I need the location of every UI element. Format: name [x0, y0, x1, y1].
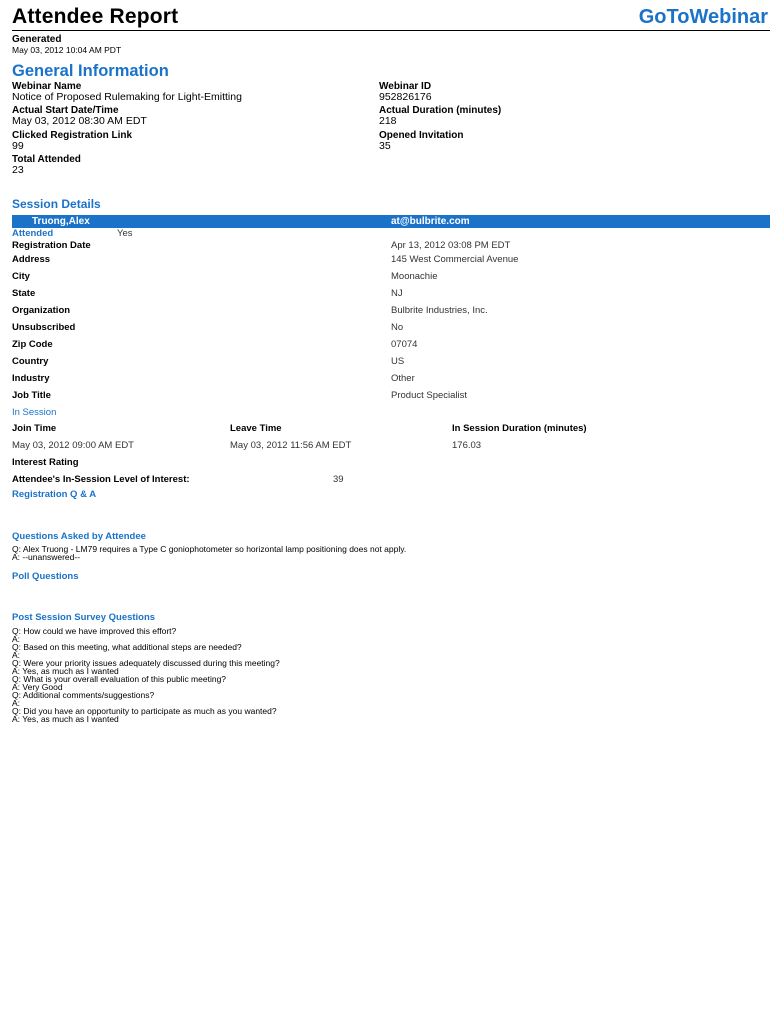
- detail-label: Unsubscribed: [12, 322, 76, 333]
- detail-value: No: [391, 322, 404, 333]
- attended-label: Attended: [12, 228, 54, 239]
- opened-invitation-label: Opened Invitation: [379, 130, 464, 141]
- detail-value: NJ: [391, 288, 403, 299]
- detail-label: Registration Date: [12, 240, 91, 251]
- clicked-registration-value: 99: [12, 140, 24, 152]
- interest-rating-label: Interest Rating: [12, 457, 79, 468]
- questions-list: [12, 545, 406, 561]
- header-divider: [12, 30, 770, 31]
- detail-value: 145 West Commercial Avenue: [391, 254, 519, 265]
- survey-line: A:: [12, 634, 21, 644]
- in-session-duration-value: 176.03: [452, 440, 482, 451]
- generated-label: Generated: [12, 34, 62, 45]
- detail-label: Zip Code: [12, 339, 53, 350]
- survey-line: Q: Did you have an opportunity to participate as much as you wanted?: [12, 706, 277, 716]
- start-label: Actual Start Date/Time: [12, 105, 119, 116]
- detail-value: 07074: [391, 339, 418, 350]
- webinar-name-label: Webinar Name: [12, 81, 82, 92]
- answer-line: A: --unanswered--: [12, 552, 81, 562]
- survey-line: Q: What is your overall evaluation of this public meeting?: [12, 674, 227, 684]
- questions-asked-heading: Questions Asked by Attendee: [12, 531, 146, 542]
- webinar-id-label: Webinar ID: [379, 81, 432, 92]
- detail-value: Product Specialist: [391, 390, 468, 401]
- detail-label: Address: [12, 254, 51, 265]
- attendee-name: Truong,Alex: [32, 216, 90, 227]
- webinar-name-value: Notice of Proposed Rulemaking for Light-Emitting: [12, 91, 242, 103]
- survey-line: Q: Based on this meeting, what additional steps are needed?: [12, 642, 242, 652]
- survey-list: [12, 627, 280, 723]
- gotowebinar-logo: GoToWebinar: [638, 6, 768, 28]
- in-session-duration-label: In Session Duration (minutes): [452, 423, 587, 434]
- session-details-heading: Session Details: [12, 197, 101, 211]
- attendee-header-bar: [12, 215, 770, 228]
- survey-line: A: Yes, as much as I wanted: [12, 714, 119, 724]
- survey-line: A:: [12, 698, 21, 708]
- detail-value: Other: [391, 373, 415, 384]
- detail-label: Country: [12, 356, 49, 367]
- generated-value: May 03, 2012 10:04 AM PDT: [12, 45, 122, 55]
- survey-line: A: Very Good: [12, 682, 63, 692]
- duration-value: 218: [379, 115, 397, 127]
- detail-label: Organization: [12, 305, 71, 316]
- registration-qa-heading: Registration Q & A: [12, 489, 97, 500]
- detail-label: Job Title: [12, 390, 51, 401]
- start-value: May 03, 2012 08:30 AM EDT: [12, 115, 147, 127]
- total-attended-label: Total Attended: [12, 154, 81, 165]
- join-time-value: May 03, 2012 09:00 AM EDT: [12, 440, 134, 451]
- survey-line: Q: Were your priority issues adequately discussed during this meeting?: [12, 658, 280, 668]
- detail-value: Bulbrite Industries, Inc.: [391, 305, 488, 316]
- survey-questions-heading: Post Session Survey Questions: [12, 612, 156, 623]
- detail-label: Industry: [12, 373, 50, 384]
- survey-line: A:: [12, 650, 21, 660]
- detail-value: US: [391, 356, 405, 367]
- question-line: Q: Alex Truong - LM79 requires a Type C goniophotometer so horizontal lamp positioning does not apply.: [12, 544, 407, 554]
- attended-value: Yes: [117, 228, 133, 239]
- detail-label: City: [12, 271, 30, 282]
- opened-invitation-value: 35: [379, 140, 391, 152]
- survey-line: A: Yes, as much as I wanted: [12, 666, 119, 676]
- leave-time-value: May 03, 2012 11:56 AM EDT: [230, 440, 352, 451]
- duration-label: Actual Duration (minutes): [379, 105, 502, 116]
- leave-time-label: Leave Time: [230, 423, 282, 434]
- report-title: Attendee Report: [12, 5, 179, 28]
- level-of-interest-label: Attendee's In-Session Level of Interest:: [12, 474, 190, 485]
- level-of-interest-value: 39: [333, 474, 344, 485]
- detail-label: State: [12, 288, 36, 299]
- join-time-label: Join Time: [12, 423, 57, 434]
- webinar-id-value: 952826176: [379, 91, 432, 103]
- detail-value: Moonachie: [391, 271, 438, 282]
- clicked-registration-label: Clicked Registration Link: [12, 130, 133, 141]
- total-attended-value: 23: [12, 164, 24, 176]
- attendee-email: at@bulbrite.com: [391, 216, 470, 227]
- survey-line: Q: Additional comments/suggestions?: [12, 690, 155, 700]
- detail-value: Apr 13, 2012 03:08 PM EDT: [391, 240, 511, 251]
- in-session-label: In Session: [12, 407, 57, 418]
- poll-questions-heading: Poll Questions: [12, 571, 79, 582]
- general-information-heading: General Information: [12, 62, 169, 80]
- survey-line: Q: How could we have improved this effort?: [12, 626, 177, 636]
